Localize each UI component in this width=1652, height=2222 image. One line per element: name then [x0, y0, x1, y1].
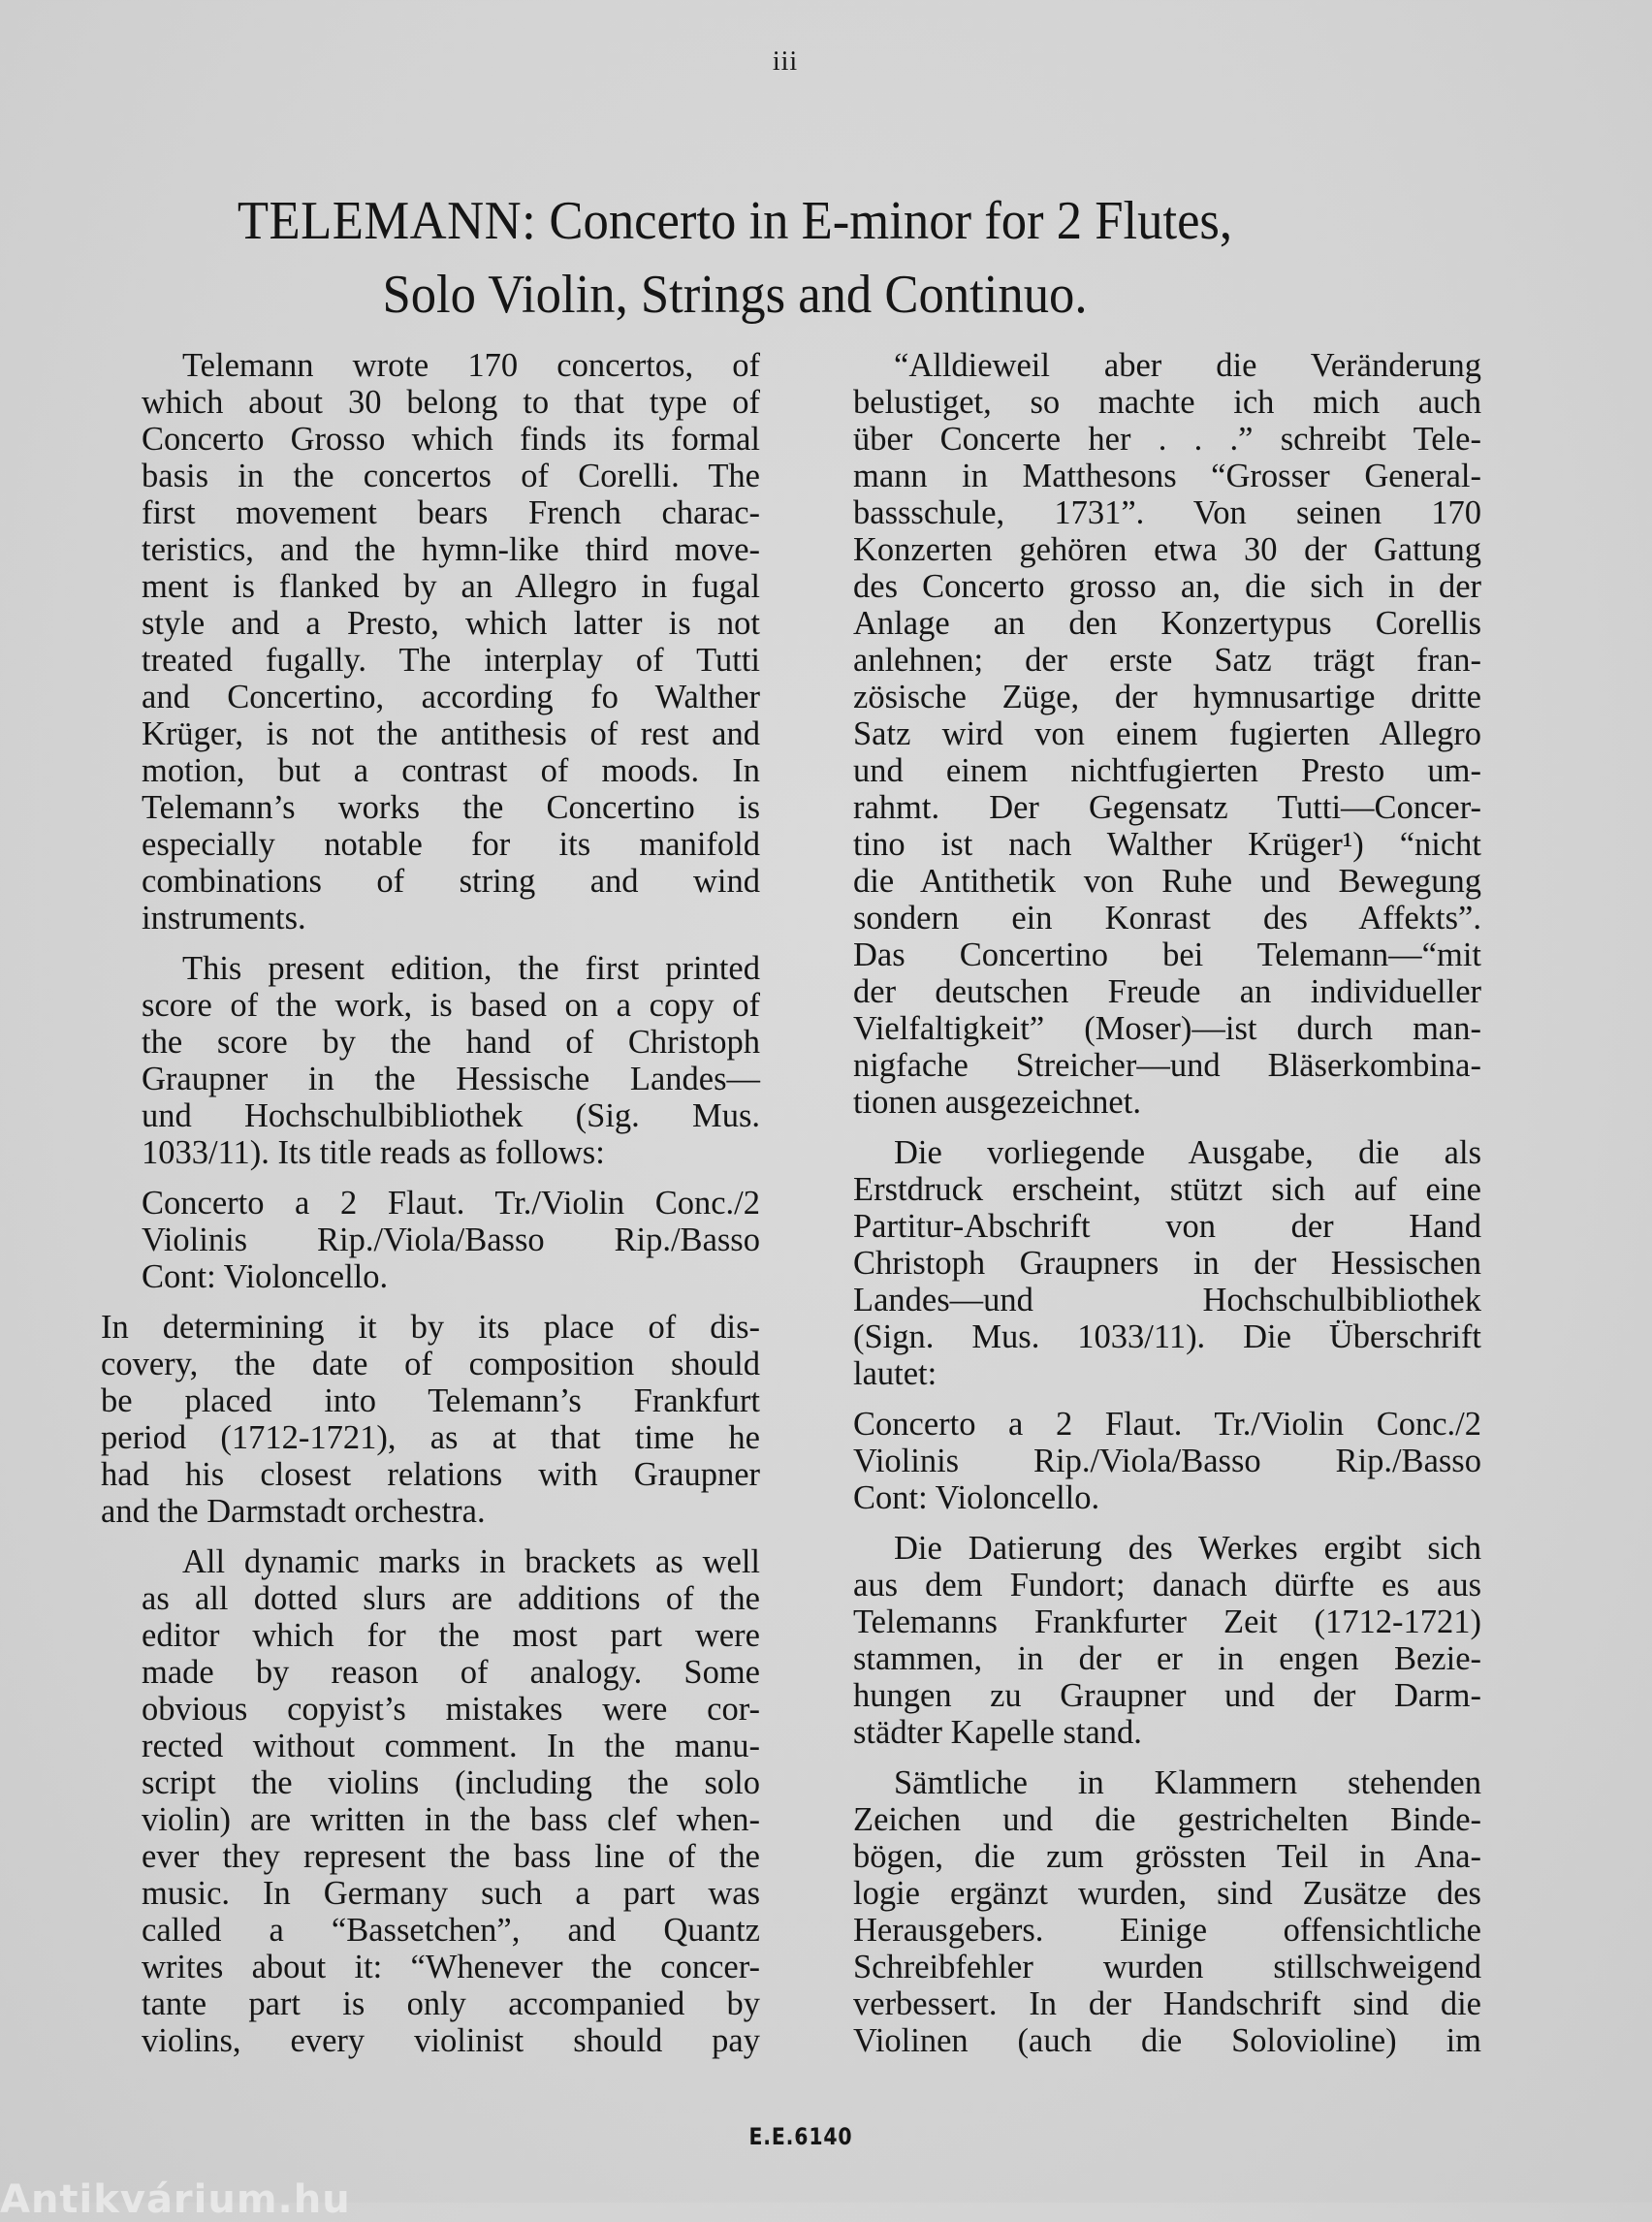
text-line: writes about it: “Whenever the concer-	[142, 1949, 760, 1985]
text-line: aus dem Fundort; danach dürfte es aus	[853, 1567, 1481, 1603]
text-line: Concerto a 2 Flaut. Tr./Violin Conc./2	[853, 1406, 1481, 1443]
quoted-title	[142, 1185, 760, 1295]
text-line: script the violins (including the solo	[142, 1764, 760, 1801]
text-line: tionen ausgezeichnet.	[853, 1084, 1141, 1121]
text-line: anlehnen; der erste Satz trägt fran-	[853, 642, 1481, 679]
text-line: called a “Bassetchen”, and Quantz	[142, 1912, 760, 1949]
text-line: covery, the date of composition should	[101, 1346, 760, 1382]
text-line: 1033/11). Its title reads as follows:	[142, 1134, 605, 1171]
text-line: belustiget, so machte ich mich auch	[853, 384, 1481, 421]
text-line: rected without comment. In the manu-	[142, 1728, 760, 1764]
text-line: and the Darmstadt orchestra.	[101, 1493, 486, 1530]
text-line: Zeichen und die gestrichelten Binde-	[853, 1801, 1481, 1838]
text-line: logie ergänzt wurden, sind Zusätze des	[853, 1875, 1481, 1912]
paragraph	[101, 1543, 760, 2059]
text-line: Graupner in the Hessische Landes—	[142, 1061, 760, 1097]
watermark: Antikvárium.hu	[0, 2177, 351, 2222]
text-line: bassschule, 1731”. Von seinen 170	[853, 494, 1481, 531]
text-line: obvious copyist’s mistakes were cor-	[142, 1691, 760, 1728]
text-line: combinations of string and wind	[142, 863, 760, 900]
german-column	[812, 347, 1481, 2073]
text-line: made by reason of analogy. Some	[142, 1654, 760, 1691]
text-line: treated fugally. The interplay of Tutti	[142, 642, 760, 679]
text-line: der deutschen Freude an individueller	[853, 973, 1481, 1010]
paragraph	[101, 1309, 760, 1530]
text-line: editor which for the most part were	[142, 1617, 760, 1654]
text-line: score of the work, is based on a copy of	[142, 987, 760, 1024]
text-line: “Alldieweil aber die Veränderung	[894, 347, 1481, 384]
text-line: die Antithetik von Ruhe und Bewegung	[853, 863, 1481, 900]
text-line: Sämtliche in Klammern stehenden	[894, 1764, 1481, 1801]
quoted-title	[853, 1406, 1481, 1516]
text-line: rahmt. Der Gegensatz Tutti—Concer-	[853, 789, 1481, 826]
text-line: In determining it by its place of dis-	[101, 1309, 760, 1346]
text-line: period (1712-1721), as at that time he	[101, 1419, 760, 1456]
text-line: stammen, in der er in engen Bezie-	[853, 1640, 1481, 1677]
text-line: had his closest relations with Graupner	[101, 1456, 760, 1493]
text-line: Anlage an den Konzertypus Corellis	[853, 605, 1481, 642]
text-line: hungen zu Graupner und der Darm-	[853, 1677, 1481, 1714]
text-line: nigfache Streicher—und Bläserkombina-	[853, 1047, 1481, 1084]
text-line: Schreibfehler wurden stillschweigend	[853, 1949, 1481, 1985]
text-line: the score by the hand of Christoph	[142, 1024, 760, 1061]
text-line: (Sign. Mus. 1033/11). Die Überschrift	[853, 1318, 1481, 1355]
text-line: Christoph Graupners in der Hessischen	[853, 1245, 1481, 1282]
text-line: bögen, die zum grössten Teil in Ana-	[853, 1838, 1481, 1875]
text-line: Telemann’s works the Concertino is	[142, 789, 760, 826]
text-line: which about 30 belong to that type of	[142, 384, 760, 421]
title-composer: TELEMANN:	[237, 191, 537, 251]
paragraph	[812, 347, 1481, 1121]
paragraph	[101, 950, 760, 1171]
text-line: tante part is only accompanied by	[142, 1985, 760, 2022]
paragraph	[101, 347, 760, 936]
text-line: as all dotted slurs are additions of the	[142, 1580, 760, 1617]
text-line: sondern ein Konrast des Affekts”.	[853, 900, 1481, 936]
text-line: Cont: Violoncello.	[142, 1258, 389, 1295]
text-line: Violinen (auch die Solovioline) im	[853, 2022, 1481, 2059]
text-line: music. In Germany such a part was	[142, 1875, 760, 1912]
text-line: städter Kapelle stand.	[853, 1714, 1142, 1751]
text-line: first movement bears French charac-	[142, 494, 760, 531]
text-line: ever they represent the bass line of the	[142, 1838, 760, 1875]
text-line: über Concerte her . . .” schreibt Tele-	[853, 421, 1481, 458]
catalog-number: E.E.6140	[748, 2123, 853, 2150]
text-line: Violinis Rip./Viola/Basso Rip./Basso	[142, 1222, 760, 1258]
text-line: violin) are written in the bass clef when-	[142, 1801, 760, 1838]
text-line: This present edition, the first printed	[182, 950, 760, 987]
text-line: be placed into Telemann’s Frankfurt	[101, 1382, 760, 1419]
text-line: und Hochschulbibliothek (Sig. Mus.	[142, 1097, 760, 1134]
text-line: especially notable for its manifold	[142, 826, 760, 863]
text-line: and Concertino, according fo Walther	[142, 679, 760, 715]
title-line-2: Solo Violin, Strings and Continuo.	[382, 265, 1088, 325]
english-column	[101, 347, 760, 2073]
text-line: zösische Züge, der hymnusartige dritte	[853, 679, 1481, 715]
text-line: motion, but a contrast of moods. In	[142, 752, 760, 789]
text-line: Das Concertino bei Telemann—“mit	[853, 936, 1481, 973]
text-line: verbessert. In der Handschrift sind die	[853, 1985, 1481, 2022]
text-line: lautet:	[853, 1355, 937, 1392]
text-line: instruments.	[142, 900, 306, 936]
text-line: Satz wird von einem fugierten Allegro	[853, 715, 1481, 752]
text-line: Vielfaltigkeit” (Moser)—ist durch man-	[853, 1010, 1481, 1047]
text-line: Concerto Grosso which finds its formal	[142, 421, 760, 458]
text-line: Krüger, is not the antithesis of rest and	[142, 715, 760, 752]
text-line: violins, every violinist should pay	[142, 2022, 760, 2059]
text-line: All dynamic marks in brackets as well	[182, 1543, 760, 1580]
text-line: und einem nichtfugierten Presto um-	[853, 752, 1481, 789]
text-line: Telemann wrote 170 concertos, of	[182, 347, 760, 384]
text-line: tino ist nach Walther Krüger¹) “nicht	[853, 826, 1481, 863]
text-line: Herausgebers. Einige offensichtliche	[853, 1912, 1481, 1949]
text-line: Die Datierung des Werkes ergibt sich	[894, 1530, 1481, 1567]
text-line: teristics, and the hymn-like third move-	[142, 531, 760, 568]
text-line: Die vorliegende Ausgabe, die als	[894, 1134, 1481, 1171]
paragraph	[812, 1530, 1481, 1751]
text-line: Concerto a 2 Flaut. Tr./Violin Conc./2	[142, 1185, 760, 1222]
title-line-1: Concerto in E-minor for 2 Flutes,	[549, 191, 1233, 251]
text-line: basis in the concertos of Corelli. The	[142, 458, 760, 494]
text-line: mann in Matthesons “Grosser General-	[853, 458, 1481, 494]
text-line: Konzerten gehören etwa 30 der Gattung	[853, 531, 1481, 568]
text-line: Landes—und Hochschulbibliothek	[853, 1282, 1481, 1318]
page-title	[97, 184, 1373, 332]
text-line: style and a Presto, which latter is not	[142, 605, 760, 642]
text-line: Erstdruck erscheint, stützt sich auf eine	[853, 1171, 1481, 1208]
text-line: Cont: Violoncello.	[853, 1479, 1100, 1516]
text-line: Violinis Rip./Viola/Basso Rip./Basso	[853, 1443, 1481, 1479]
paragraph	[812, 1134, 1481, 1392]
text-line: ment is flanked by an Allegro in fugal	[142, 568, 760, 605]
page-number: iii	[772, 47, 799, 77]
text-line: Telemanns Frankfurter Zeit (1712-1721)	[853, 1603, 1481, 1640]
text-line: Partitur-Abschrift von der Hand	[853, 1208, 1481, 1245]
paragraph	[812, 1764, 1481, 2059]
text-line: des Concerto grosso an, die sich in der	[853, 568, 1481, 605]
